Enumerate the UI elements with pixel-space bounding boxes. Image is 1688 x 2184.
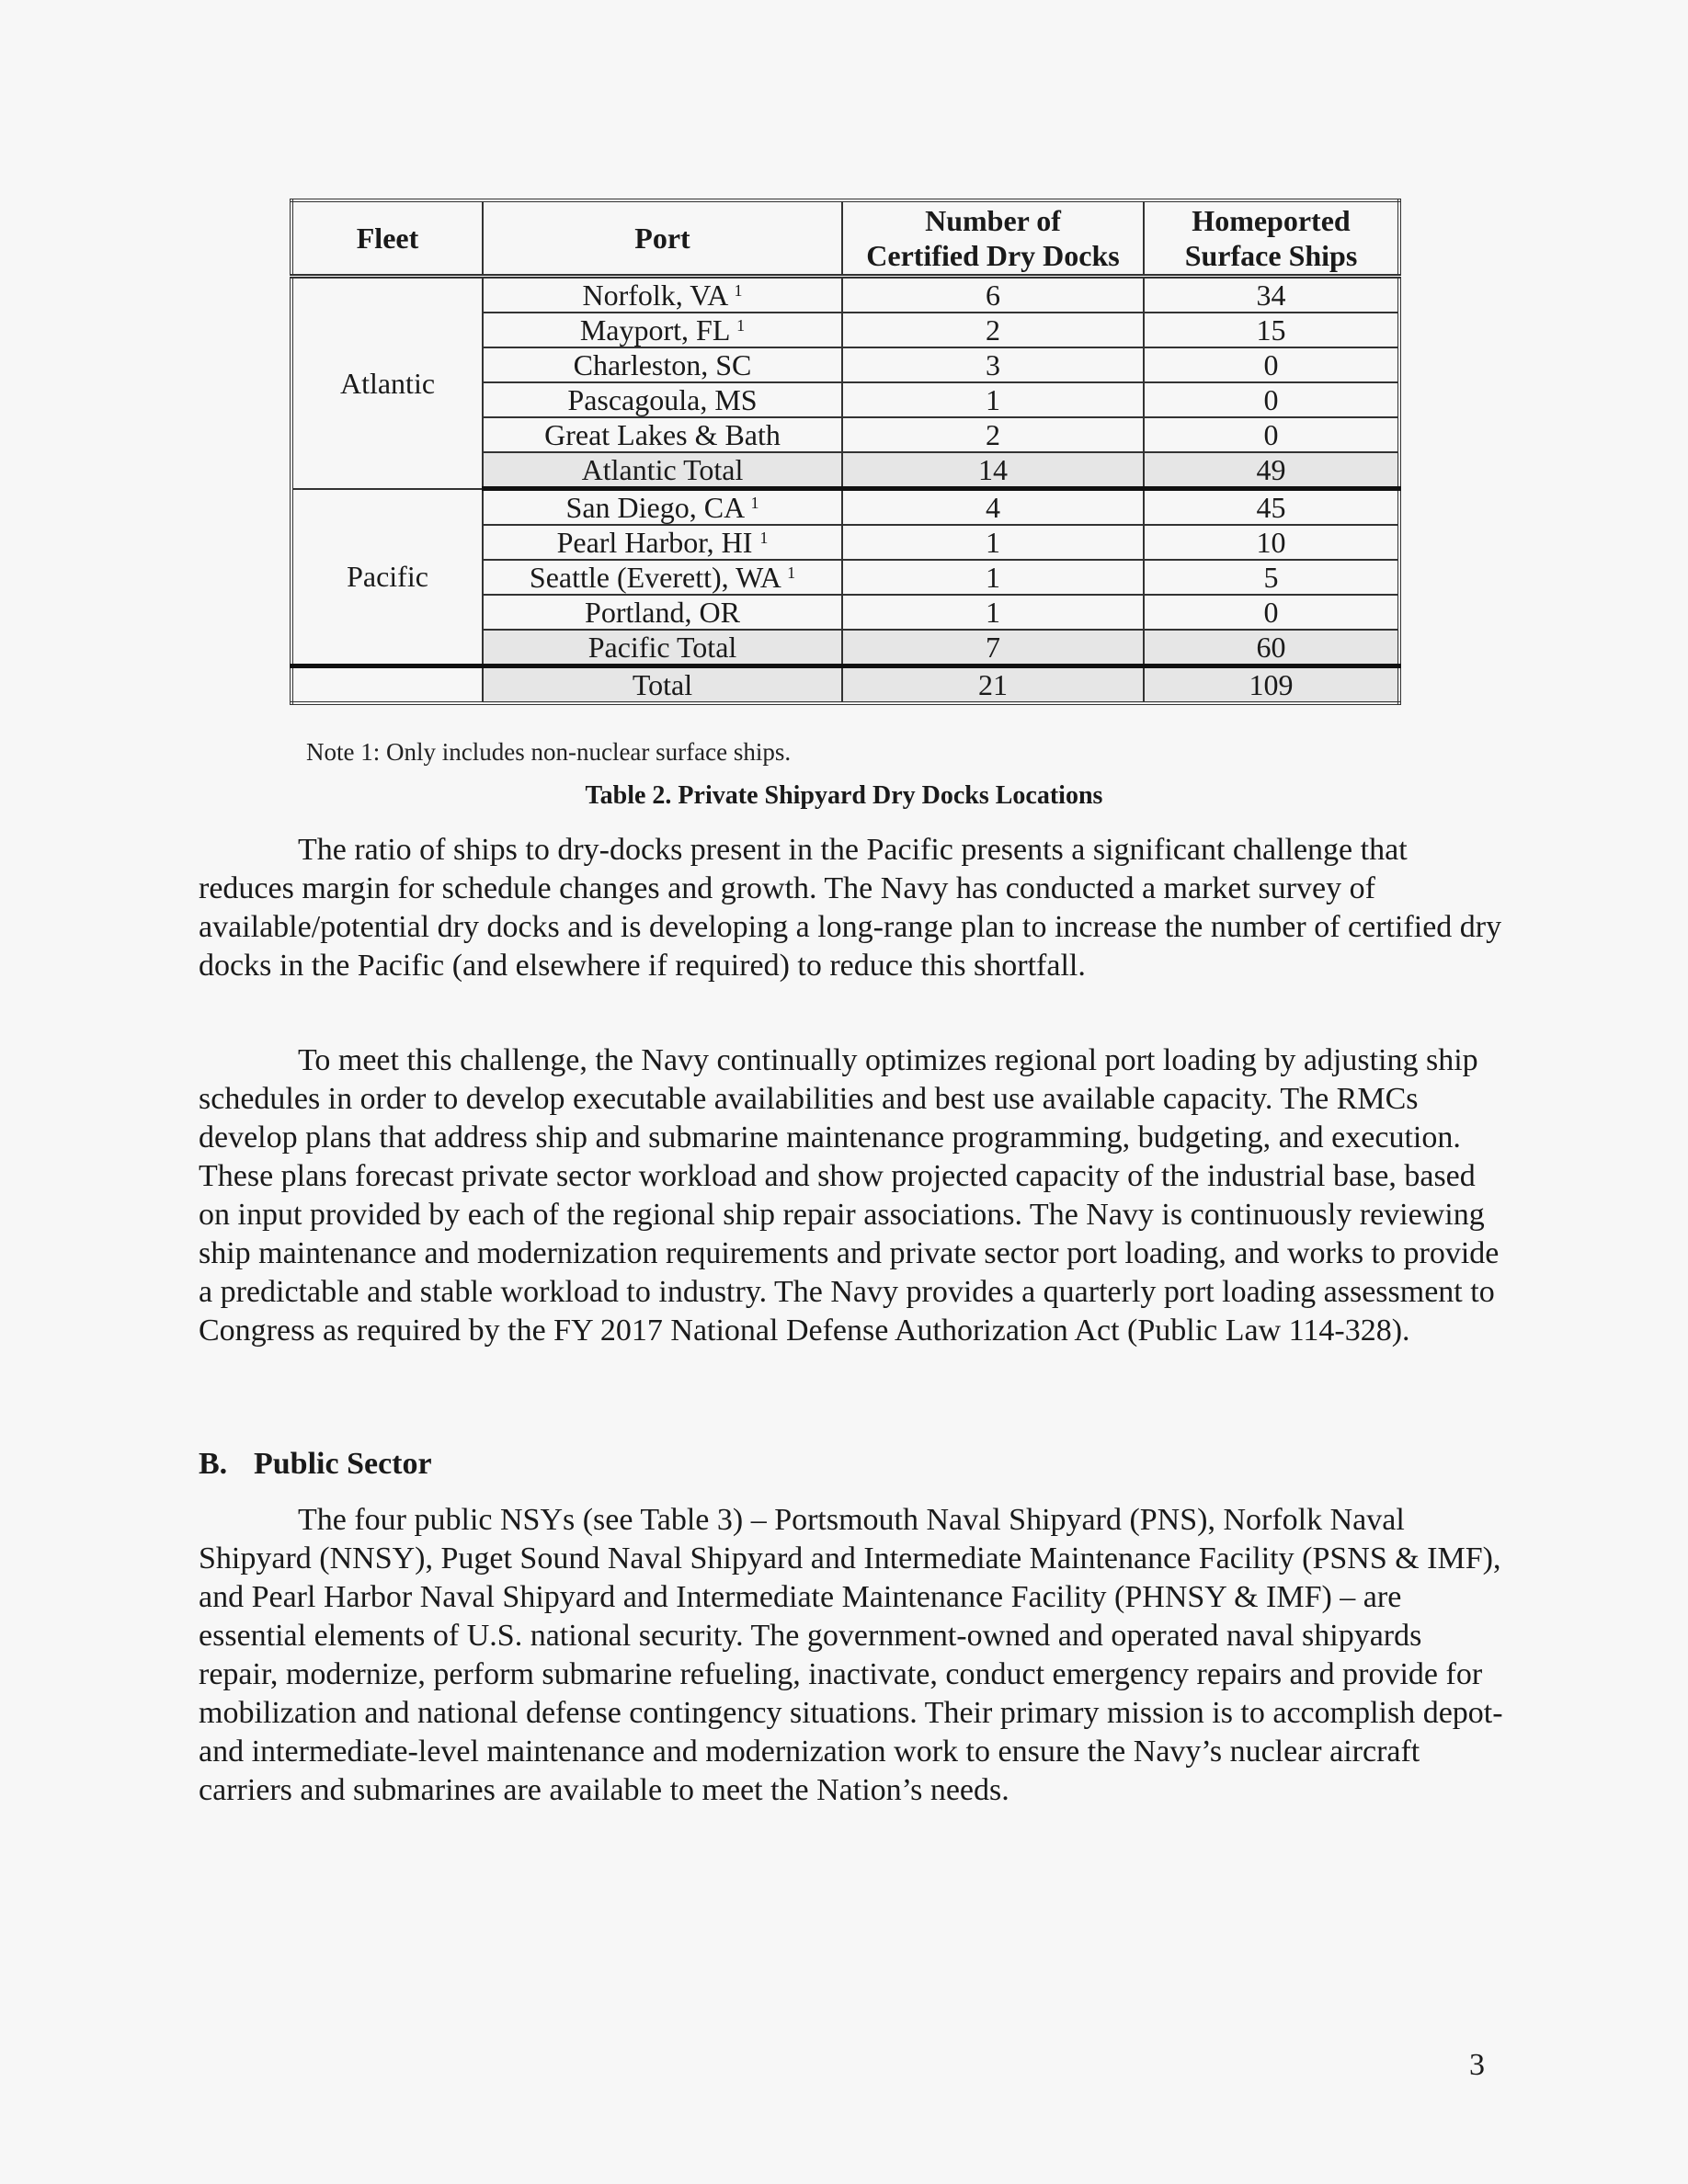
footnote-marker: 1 (750, 494, 759, 512)
port-name: Seattle (Everett), WA (529, 561, 781, 594)
ships-cell: 0 (1144, 347, 1399, 382)
header-docks (842, 200, 1144, 277)
port-cell: Pascagoula, MS (483, 382, 842, 417)
port-cell (483, 525, 842, 560)
port-cell (483, 489, 842, 526)
grand-total-row (291, 666, 1399, 704)
header-ships-line1: Homeported (1192, 204, 1351, 237)
docks-cell: 1 (842, 382, 1144, 417)
header-docks-line1: Number of (925, 204, 1061, 237)
ships-cell: 0 (1144, 417, 1399, 452)
docks-cell: 1 (842, 525, 1144, 560)
ships-cell: 15 (1144, 313, 1399, 347)
port-cell: Charleston, SC (483, 347, 842, 382)
table-caption: Table 2. Private Shipyard Dry Docks Locations (585, 781, 1103, 810)
table-header-row (291, 200, 1399, 277)
docks-cell: 4 (842, 489, 1144, 526)
port-name: Pearl Harbor, HI (556, 526, 753, 559)
paragraph-1 (199, 831, 1504, 985)
dry-docks-table (290, 199, 1401, 705)
fleet-pacific: Pacific (291, 489, 483, 666)
page-number: 3 (1469, 2048, 1485, 2082)
docks-cell: 14 (842, 452, 1144, 489)
grand-total-label: Total (483, 666, 842, 704)
paragraph-text: The four public NSYs (see Table 3) – Portsmouth Naval Shipyard (PNS), Norfolk Naval Shipyard (NNSY), Puget Sound Naval Shipyard and Intermediate Maintenance Facility (PSNS & IMF), and Pearl Harbor Naval Shipyard and Intermediate Maintenance Facility (PHNSY & IMF) – are essential elements of U.S. national security. The government-owned and operated naval shipyards repair, modernize, perform submarine refueling, inactivate, conduct emergency repairs and provide for mobilization and national defense contingency situations. Their primary mission is to accomplish depot- and intermediate-level maintenance and modernization work to ensure the Navy’s nuclear aircraft carriers and submarines are available to meet the Nation’s needs. (199, 1503, 1503, 1807)
ships-cell: 49 (1144, 452, 1399, 489)
port-cell: Portland, OR (483, 595, 842, 630)
ships-cell: 60 (1144, 630, 1399, 666)
footnote-marker: 1 (734, 281, 743, 300)
ships-cell: 10 (1144, 525, 1399, 560)
table-note: Note 1: Only includes non-nuclear surface ships. (306, 738, 792, 766)
header-port: Port (483, 200, 842, 277)
section-number: B. (199, 1447, 228, 1481)
ships-cell: 45 (1144, 489, 1399, 526)
docks-cell: 3 (842, 347, 1144, 382)
fleet-atlantic: Atlantic (291, 277, 483, 489)
header-fleet: Fleet (291, 200, 483, 277)
total-label: Atlantic Total (483, 452, 842, 489)
table-row (291, 489, 1399, 526)
docks-cell: 1 (842, 595, 1144, 630)
section-heading (199, 1447, 432, 1482)
header-docks-line2: Certified Dry Docks (866, 239, 1120, 272)
port-cell (483, 313, 842, 347)
footnote-marker: 1 (736, 316, 746, 335)
header-ships (1144, 200, 1399, 277)
port-name: Mayport, FL (579, 313, 730, 347)
paragraph-2 (199, 1041, 1504, 1350)
ships-cell: 34 (1144, 277, 1399, 313)
footnote-marker: 1 (787, 563, 796, 582)
blank-cell (291, 666, 483, 704)
footnote-marker: 1 (759, 529, 769, 547)
port-cell: Great Lakes & Bath (483, 417, 842, 452)
table-row (291, 277, 1399, 313)
ships-cell: 0 (1144, 595, 1399, 630)
paragraph-text: To meet this challenge, the Navy continually optimizes regional port loading by adjusting ship schedules in order to develop executable availabilities and best use available capacity. The RMCs develop plans that address ship and submarine maintenance programming, budgeting, and execution. These plans forecast private sector workload and show projected capacity of the industrial base, based on input provided by each of the regional ship repair associations. The Navy is continuously reviewing ship maintenance and modernization requirements and private sector port loading, and works to provide a predictable and stable workload to industry. The Navy provides a quarterly port loading assessment to Congress as required by the FY 2017 National Defense Authorization Act (Public Law 114-328). (199, 1043, 1500, 1348)
port-cell (483, 560, 842, 595)
docks-cell: 21 (842, 666, 1144, 704)
section-title: Public Sector (254, 1447, 432, 1481)
ships-cell: 5 (1144, 560, 1399, 595)
ships-cell: 0 (1144, 382, 1399, 417)
ships-cell: 109 (1144, 666, 1399, 704)
port-cell (483, 277, 842, 313)
header-ships-line2: Surface Ships (1184, 239, 1358, 272)
docks-cell: 2 (842, 417, 1144, 452)
port-name: San Diego, CA (565, 491, 744, 524)
paragraph-text: The ratio of ships to dry-docks present in the Pacific presents a significant challenge that reduces margin for schedule changes and growth. The Navy has conducted a market survey of available/potential dry docks and is developing a long-range plan to increase the number of certified dry docks in the Pacific (and elsewhere if required) to reduce this shortfall. (199, 833, 1502, 983)
port-name: Norfolk, VA (582, 279, 727, 312)
dry-docks-table-container (290, 199, 1397, 705)
paragraph-3 (199, 1501, 1504, 1810)
docks-cell: 7 (842, 630, 1144, 666)
total-label: Pacific Total (483, 630, 842, 666)
docks-cell: 2 (842, 313, 1144, 347)
docks-cell: 1 (842, 560, 1144, 595)
docks-cell: 6 (842, 277, 1144, 313)
